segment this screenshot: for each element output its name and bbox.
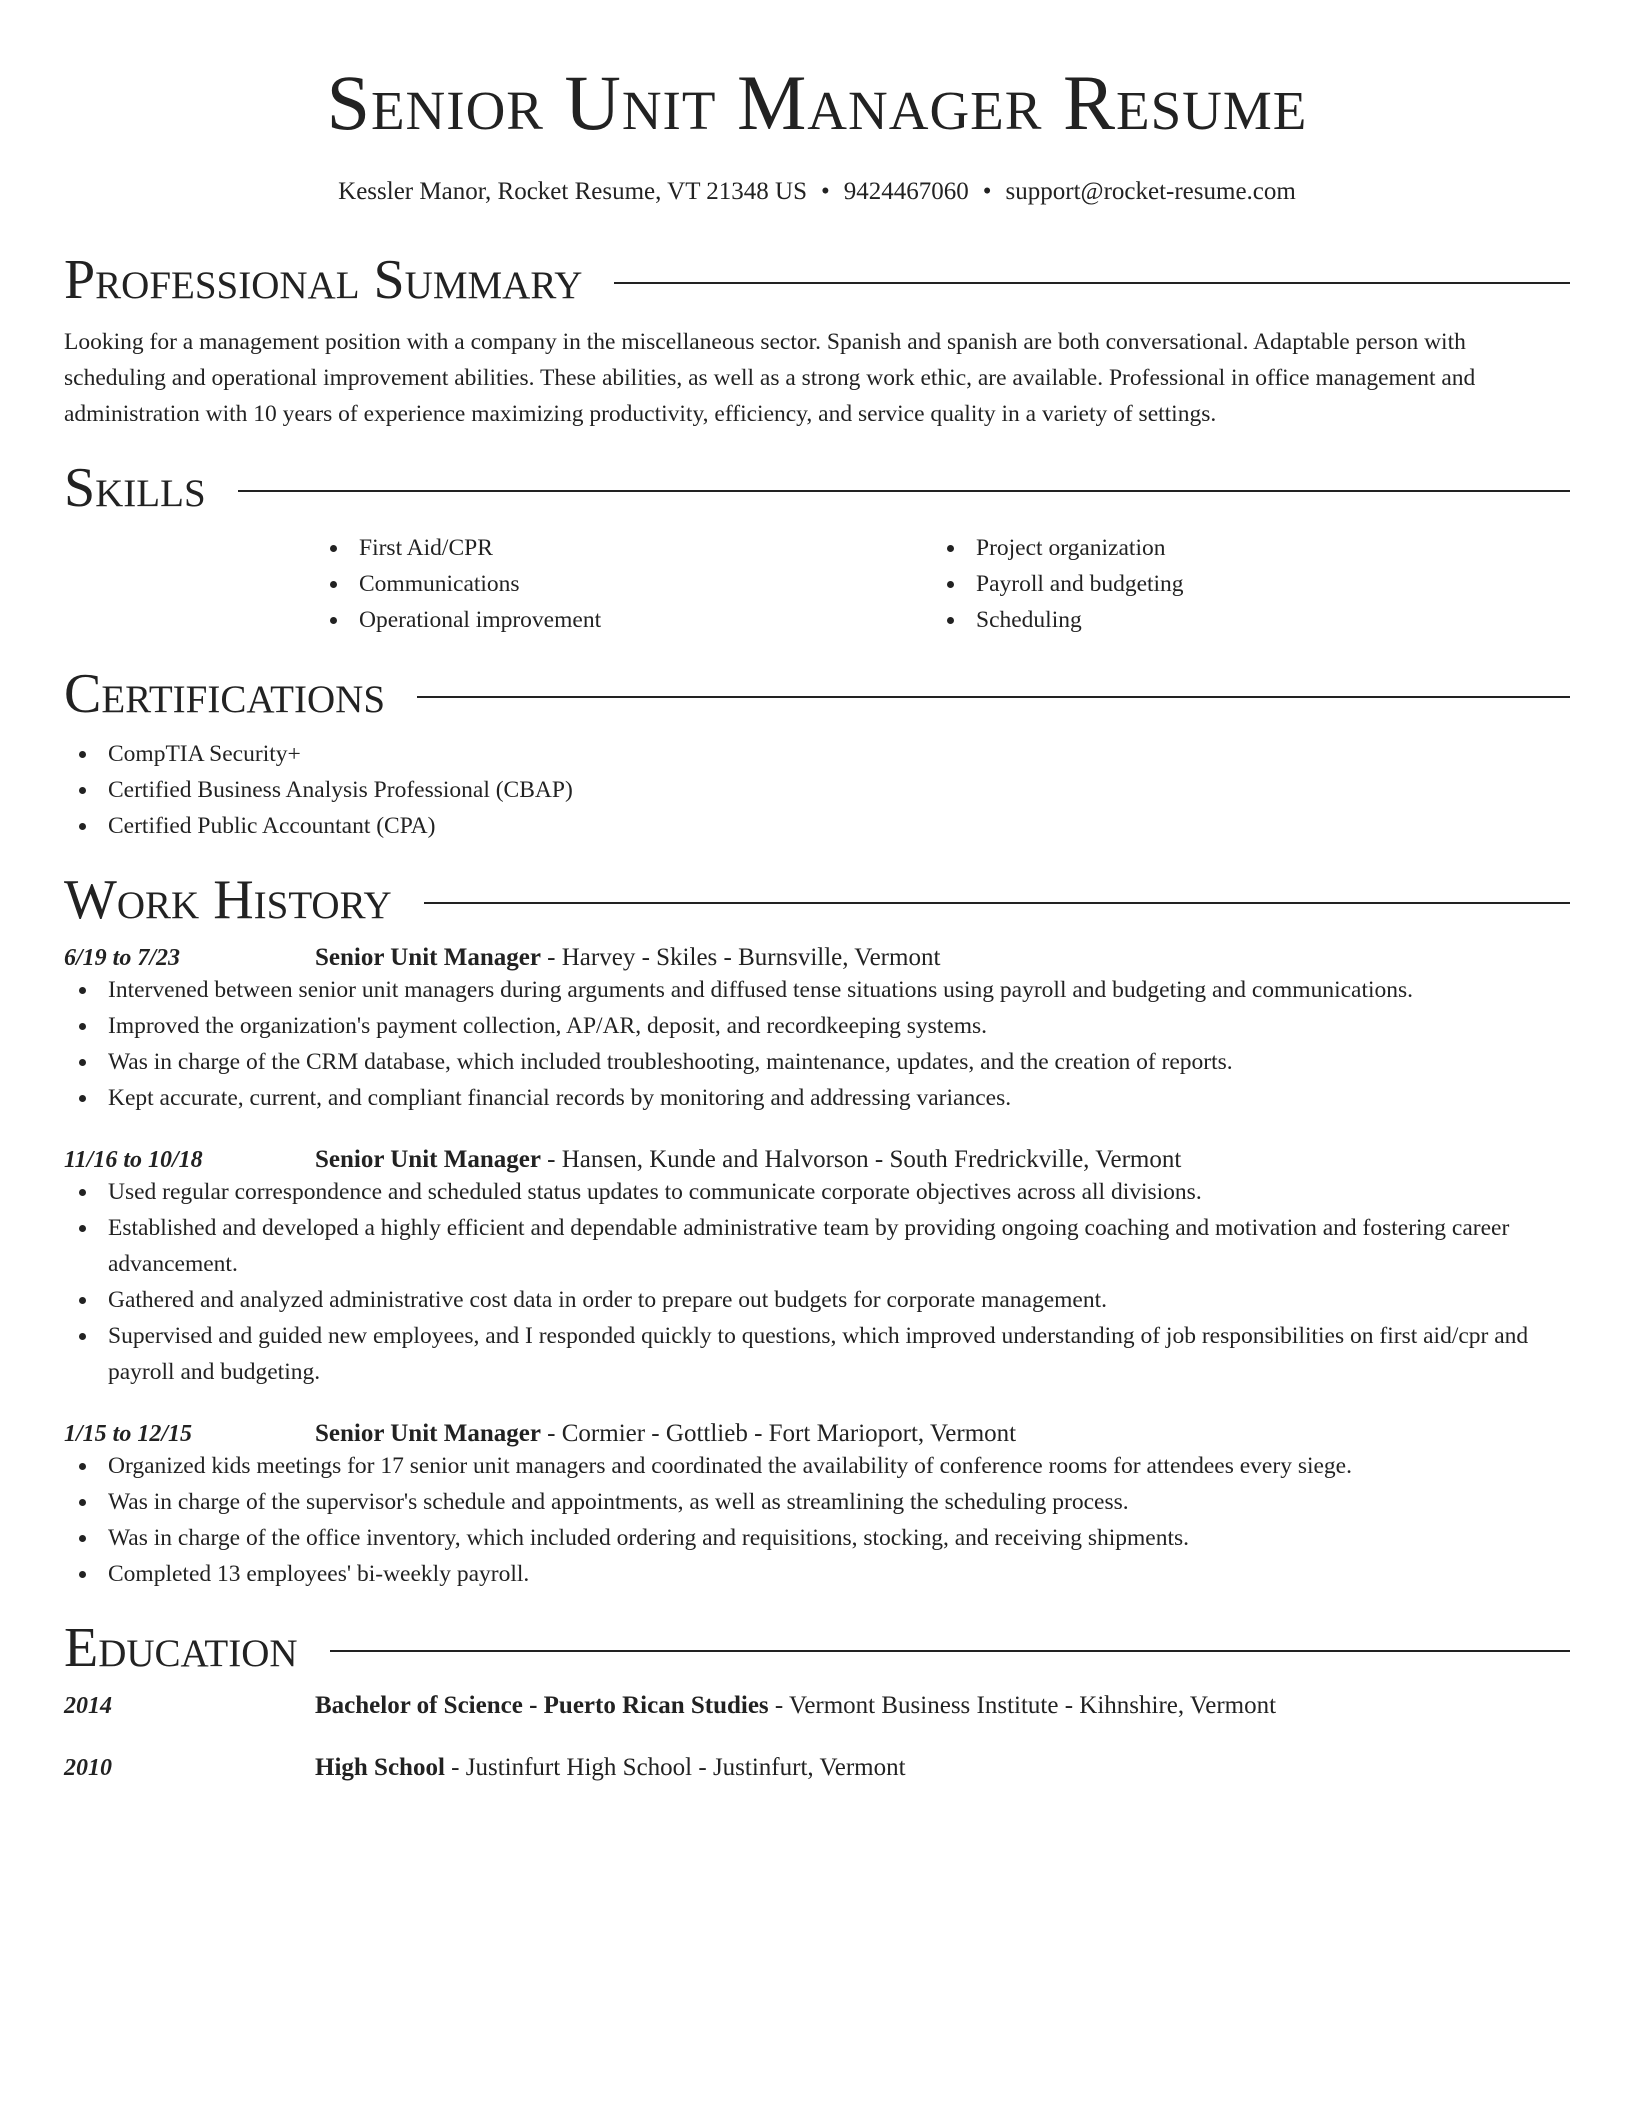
education-entry <box>64 1754 1570 1782</box>
job-entry <box>64 1146 1570 1390</box>
skills-column-left <box>315 530 932 638</box>
job-details: - Harvey - Skiles - Burnsville, Vermont <box>540 944 941 971</box>
skill-item: Payroll and budgeting <box>932 566 1549 602</box>
skill-item: Project organization <box>932 530 1549 566</box>
skill-item: Communications <box>315 566 932 602</box>
certification-item: Certified Public Accountant (CPA) <box>64 808 1570 844</box>
contact-address: Kessler Manor, Rocket Resume, VT 21348 US <box>338 178 808 205</box>
summary-text: Looking for a management position with a company in the miscellaneous sector. Spanish and spanish are both conversational. Adaptable person with scheduling and operational improvement abilities. These abilities, as well as a strong work ethic, are available. Professional in office management and administration with 10 years of experience maximizing productivity, efficiency, and service quality in a variety of settings. <box>64 329 1476 427</box>
education-year: 2014 <box>64 1693 112 1719</box>
education-details: - Justinfurt High School - Justinfurt, Vermont <box>444 1754 906 1781</box>
job-heading <box>315 944 940 972</box>
job-details: - Hansen, Kunde and Halvorson - South Fredrickville, Vermont <box>540 1146 1182 1173</box>
job-entry <box>64 1420 1570 1592</box>
job-dates: 1/15 to 12/15 <box>64 1421 193 1447</box>
job-role: Senior Unit Manager <box>315 1420 541 1447</box>
work-history-title: Work History <box>64 869 392 931</box>
education-row <box>64 1692 1570 1720</box>
job-bullet: Kept accurate, current, and compliant financial records by monitoring and addressing variances. <box>64 1080 1570 1116</box>
education-degree: High School <box>315 1754 445 1781</box>
skill-item: First Aid/CPR <box>315 530 932 566</box>
certifications-title: Certifications <box>64 663 386 725</box>
contact-email: support@rocket-resume.com <box>1005 178 1296 205</box>
skills-column-right <box>932 530 1549 638</box>
skills-title: Skills <box>64 457 206 519</box>
job-bullet: Supervised and guided new employees, and I responded quickly to questions, which improved understanding of job responsibilities on first aid/cpr and payroll and budgeting. <box>64 1318 1570 1390</box>
contact-separator: • <box>821 178 830 205</box>
job-bullets <box>64 1174 1570 1390</box>
work-history-header <box>64 869 1570 931</box>
education-degree: Bachelor of Science - Puerto Rican Studies <box>315 1692 769 1719</box>
job-heading-row <box>64 1146 1570 1174</box>
section-divider <box>614 282 1570 284</box>
certification-item: Certified Business Analysis Professional (CBAP) <box>64 772 1570 808</box>
job-bullet: Was in charge of the office inventory, which included ordering and requisitions, stocking, and receiving shipments. <box>64 1520 1570 1556</box>
job-details: - Cormier - Gottlieb - Fort Marioport, Vermont <box>540 1420 1017 1447</box>
education-section <box>64 1617 1570 1782</box>
resume-page <box>64 0 1570 1782</box>
job-bullet: Completed 13 employees' bi-weekly payroll. <box>64 1556 1570 1592</box>
certification-item: CompTIA Security+ <box>64 736 1570 772</box>
contact-line <box>64 178 1570 206</box>
contact-phone: 9424467060 <box>843 178 969 205</box>
section-divider <box>424 902 1570 904</box>
resume-title: Senior Unit Manager Resume <box>326 59 1308 146</box>
job-bullet: Was in charge of the supervisor's schedule and appointments, as well as streamlining the scheduling process. <box>64 1484 1570 1520</box>
certifications-list <box>64 736 1570 844</box>
job-heading <box>315 1420 1016 1448</box>
summary-title: Professional Summary <box>64 249 583 311</box>
job-dates: 11/16 to 10/18 <box>64 1147 203 1173</box>
certifications-section <box>64 663 1570 844</box>
education-title: Education <box>64 1617 298 1679</box>
skills-section <box>64 457 1570 638</box>
job-role: Senior Unit Manager <box>315 944 541 971</box>
job-heading-row <box>64 944 1570 972</box>
job-bullets <box>64 972 1570 1116</box>
job-bullet: Intervened between senior unit managers during arguments and diffused tense situations using payroll and budgeting and communications. <box>64 972 1570 1008</box>
summary-section <box>64 249 1570 432</box>
job-bullet: Organized kids meetings for 17 senior unit managers and coordinated the availability of conference rooms for attendees every siege. <box>64 1448 1570 1484</box>
education-row <box>64 1754 1570 1782</box>
job-bullet: Gathered and analyzed administrative cost data in order to prepare out budgets for corporate management. <box>64 1282 1570 1318</box>
education-year: 2010 <box>64 1755 112 1781</box>
skills-list <box>315 530 1570 638</box>
job-entry <box>64 944 1570 1116</box>
contact-separator: • <box>982 178 992 205</box>
job-bullet: Was in charge of the CRM database, which included troubleshooting, maintenance, updates, and the creation of reports. <box>64 1044 1570 1080</box>
education-heading <box>315 1754 906 1782</box>
education-details: - Vermont Business Institute - Kihnshire, Vermont <box>768 1692 1277 1719</box>
skill-item: Operational improvement <box>315 602 932 638</box>
education-entry <box>64 1692 1570 1720</box>
skills-header <box>64 457 1570 519</box>
job-heading-row <box>64 1420 1570 1448</box>
job-bullets <box>64 1448 1570 1592</box>
certifications-header <box>64 663 1570 725</box>
section-divider <box>238 490 1570 492</box>
job-role: Senior Unit Manager <box>315 1146 541 1173</box>
work-history-section <box>64 869 1570 1592</box>
job-dates: 6/19 to 7/23 <box>64 945 181 971</box>
job-bullet: Improved the organization's payment collection, AP/AR, deposit, and recordkeeping systems. <box>64 1008 1570 1044</box>
job-bullet: Established and developed a highly efficient and dependable administrative team by providing ongoing coaching and motivation and fostering career advancement. <box>64 1210 1570 1282</box>
summary-header <box>64 249 1570 311</box>
skill-item: Scheduling <box>932 602 1549 638</box>
education-heading <box>315 1692 1276 1720</box>
section-divider <box>417 696 1570 698</box>
section-divider <box>330 1650 1570 1652</box>
job-heading <box>315 1146 1181 1174</box>
education-header <box>64 1617 1570 1679</box>
job-bullet: Used regular correspondence and scheduled status updates to communicate corporate objectives across all divisions. <box>64 1174 1570 1210</box>
